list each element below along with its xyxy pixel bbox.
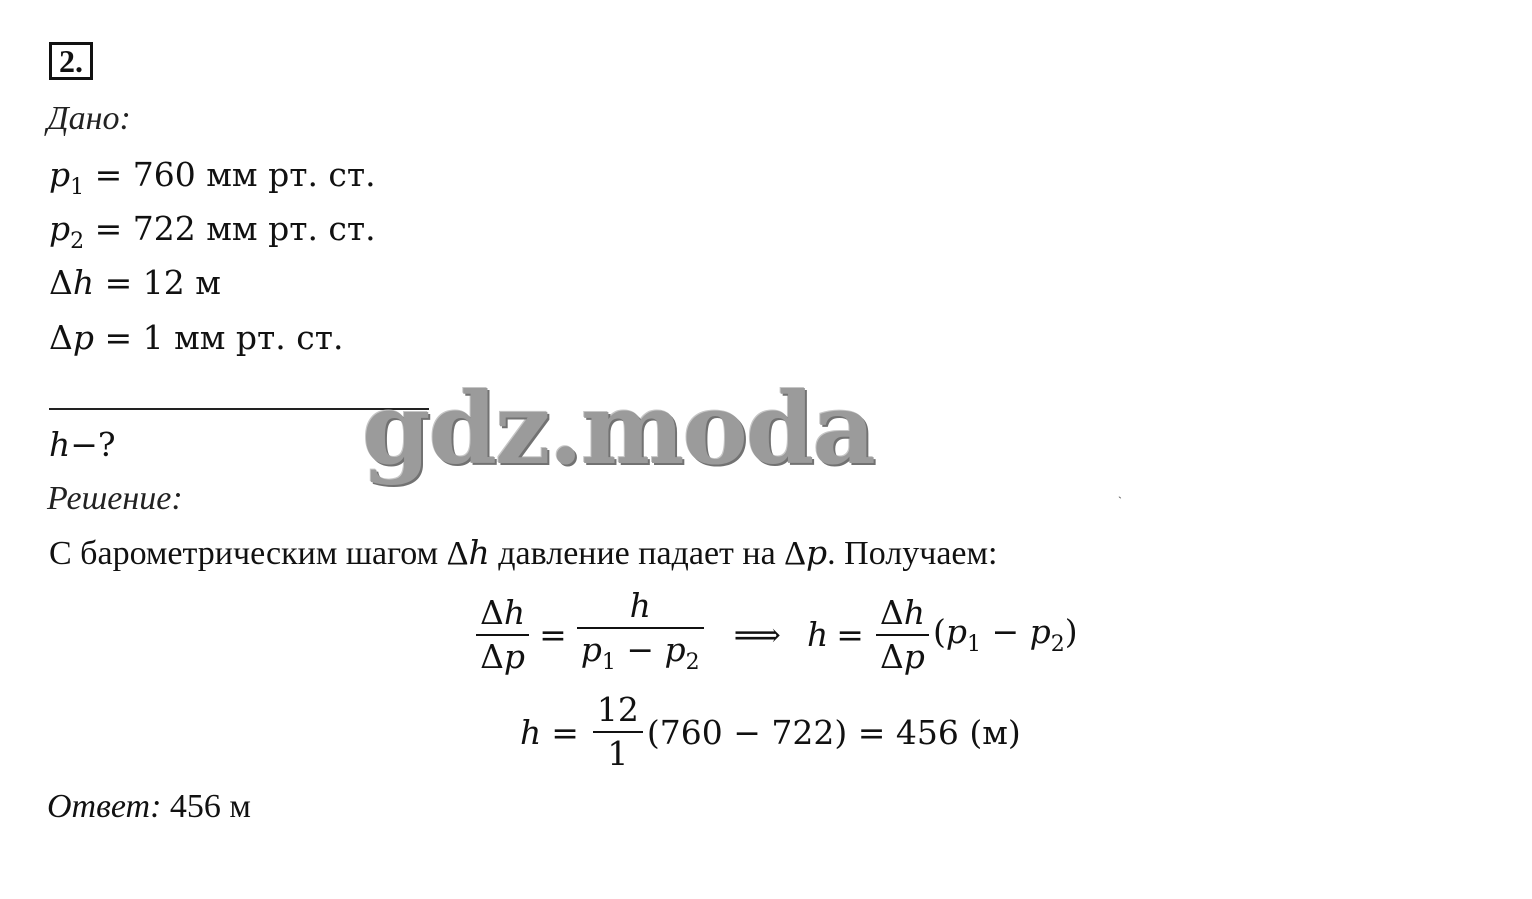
solution-heading: Решение: [47,480,183,517]
given-p1 [49,155,376,200]
solution-text-part3: . Получаем: [827,535,998,572]
formula1-lhs-den-var: p [503,636,526,676]
dp-delta: Δ [49,318,73,357]
formula1-frac-den-var: p [903,636,925,676]
watermark: gdz.moda [362,372,874,487]
given-p2 [49,209,376,254]
formula1-lhs-den-delta: Δ [480,636,504,676]
dh-delta: Δ [49,263,73,302]
problem-number: 2. [49,42,93,80]
formula1-rhs-den-i2: 2 [685,650,700,675]
formula1-rhs-den-p1: p [580,630,602,669]
formula1-lhs-num-delta: Δ [480,592,504,632]
formula2-fraction [593,689,643,775]
formula1-tail-close: ) [1064,612,1078,651]
find-rest: −? [70,425,116,464]
formula2-equals: = [551,712,579,752]
formula1-frac-num-var: h [903,592,925,632]
p1-value: = 760 мм рт. ст. [94,155,376,194]
given-dp [49,318,344,357]
dh-value: = 12 м [104,263,221,302]
formula1-rhs-den-p2: p [664,630,686,669]
p2-symbol: p [49,209,71,248]
formula1-lhs-num-var: h [503,592,526,632]
formula1-tail [933,612,1078,657]
formula1-frac-num-delta: Δ [879,592,904,632]
given-heading: Дано: [47,100,131,137]
formula1-tail-p1: p [945,612,967,651]
dp-symbol: p [72,318,94,357]
solution-text-var2: p [806,533,828,572]
formula-2 [520,689,1021,775]
formula1-rhs-fraction [577,585,704,684]
p2-index: 2 [70,229,85,254]
formula1-tail-minus: − [981,612,1030,651]
find-symbol: h [49,425,71,464]
solution-text-part1: С барометрическим шагом Δ [49,535,469,572]
formula1-tail-p2: p [1029,612,1051,651]
solution-text [49,533,998,573]
dp-value: = 1 мм рт. ст. [104,318,344,357]
p2-value: = 722 мм рт. ст. [94,209,376,248]
given-dh [49,263,221,302]
formula1-equals: = [539,615,567,654]
formula1-tail-i1: 1 [967,632,981,657]
formula2-h: h [520,712,542,752]
answer-line [47,788,251,826]
p1-symbol: p [49,155,71,194]
formula1-rhs-den-i1: 1 [601,650,616,675]
formula1-lhs-fraction [476,592,529,678]
formula2-den: 1 [607,734,629,773]
formula1-dh-dp-fraction [876,592,929,678]
formula1-h: h [806,615,829,654]
formula1-rhs-den-minus: − [615,630,665,669]
stray-mark: ˏ [1118,485,1122,499]
answer-label: Ответ: [47,788,162,825]
formula-1 [472,585,1078,684]
find-line [49,425,116,464]
formula2-num: 12 [596,690,639,729]
formula1-tail-open: ( [933,612,946,651]
formula2-rest: (760 − 722) = 456 (м) [646,712,1021,752]
p1-index: 1 [70,175,85,200]
solution-text-part2: давление падает на Δ [489,535,807,572]
answer-value: 456 м [161,788,251,825]
formula1-rhs-num-var: h [629,586,651,625]
formula1-implies: ⟹ [733,615,781,654]
formula1-frac-den-delta: Δ [879,636,904,676]
formula1-tail-i2: 2 [1050,632,1065,657]
formula1-equals2: = [836,615,864,654]
solution-text-var1: h [468,533,490,572]
dh-symbol: h [72,263,95,302]
